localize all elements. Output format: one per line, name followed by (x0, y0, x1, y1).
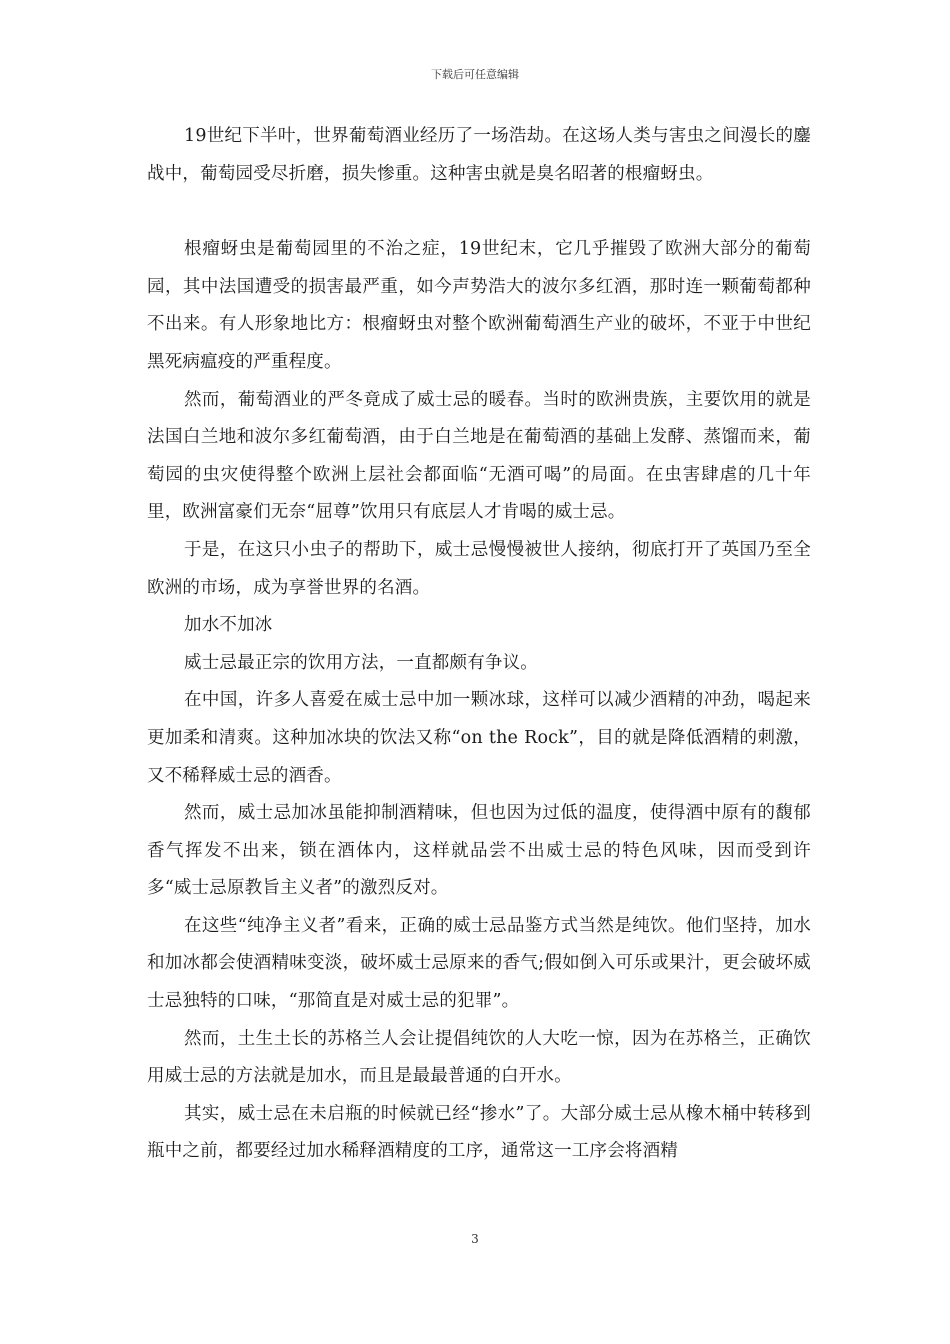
page-number: 3 (471, 1232, 479, 1246)
paragraph-purists: 在这些“纯净主义者”看来，正确的威士忌品鉴方式当然是纯饮。他们坚持，加水和加冰都会使酒精味变淡，破坏威士忌原来的香气;假如倒入可乐或果汁，更会破坏威士忌独特的口味，“那简直是对威士忌的犯罪”。 (147, 915, 811, 1012)
paragraph-whisky-accepted: 于是，在这只小虫子的帮助下，威士忌慢慢被世人接纳，彻底打开了英国乃至全欧洲的市场，成为享誉世界的名酒。 (147, 539, 811, 598)
paragraph-whisky-rise: 然而，葡萄酒业的严冬竟成了威士忌的暖春。当时的欧洲贵族，主要饮用的就是法国白兰地和波尔多红葡萄酒，由于白兰地是在葡萄酒的基础上发酵、蒸馏而来，葡萄园的虫灾使得整个欧洲上层社会都面临“无酒可喝”的局面。在虫害肆虐的几十年里，欧洲富豪们无奈“屈尊”饮用只有底层人才肯喝的威士忌。 (147, 389, 811, 523)
document-body (147, 118, 811, 1171)
page-header: 下载后可任意编辑 (431, 68, 519, 81)
section-heading-water-not-ice: 加水不加冰 (184, 615, 273, 636)
paragraph-diluted-bottling: 其实，威士忌在未启瓶的时候就已经“掺水”了。大部分威士忌从橡木桶中转移到瓶中之前，都要经过加水稀释酒精度的工序，通常这一工序会将酒精 (147, 1103, 811, 1162)
paragraph-phylloxera-intro: 19世纪下半叶，世界葡萄酒业经历了一场浩劫。在这场人类与害虫之间漫长的鏖战中，葡萄园受尽折磨，损失惨重。这种害虫就是臭名昭著的根瘤蚜虫。 (147, 126, 811, 184)
paragraph-phylloxera-damage: 根瘤蚜虫是葡萄园里的不治之症，19世纪末，它几乎摧毁了欧洲大部分的葡萄园，其中法国遭受的损害最严重，如今声势浩大的波尔多红酒，那时连一颗葡萄都种不出来。有人形象地比方：根瘤蚜虫对整个欧洲葡萄酒生产业的破坏，不亚于中世纪黑死病瘟疫的严重程度。 (147, 239, 811, 372)
paragraph-on-the-rock: 在中国，许多人喜爱在威士忌中加一颗冰球，这样可以减少酒精的冲劲，喝起来更加柔和清爽。这种加冰块的饮法又称“on the Rock”，目的就是降低酒精的刺激，又不稀释威士忌的酒香。 (147, 690, 811, 786)
paragraph-scottish-water: 然而，土生土长的苏格兰人会让提倡纯饮的人大吃一惊，因为在苏格兰，正确饮用威士忌的方法就是加水，而且是最最普通的白开水。 (147, 1028, 811, 1087)
paragraph-drinking-debate: 威士忌最正宗的饮用方法，一直都颇有争议。 (184, 652, 538, 673)
paragraph-ice-criticism: 然而，威士忌加冰虽能抑制酒精味，但也因为过低的温度，使得酒中原有的馥郁香气挥发不出来，锁在酒体内，这样就品尝不出威士忌的特色风味，因而受到许多“威士忌原教旨主义者”的激烈反对。 (147, 803, 811, 899)
